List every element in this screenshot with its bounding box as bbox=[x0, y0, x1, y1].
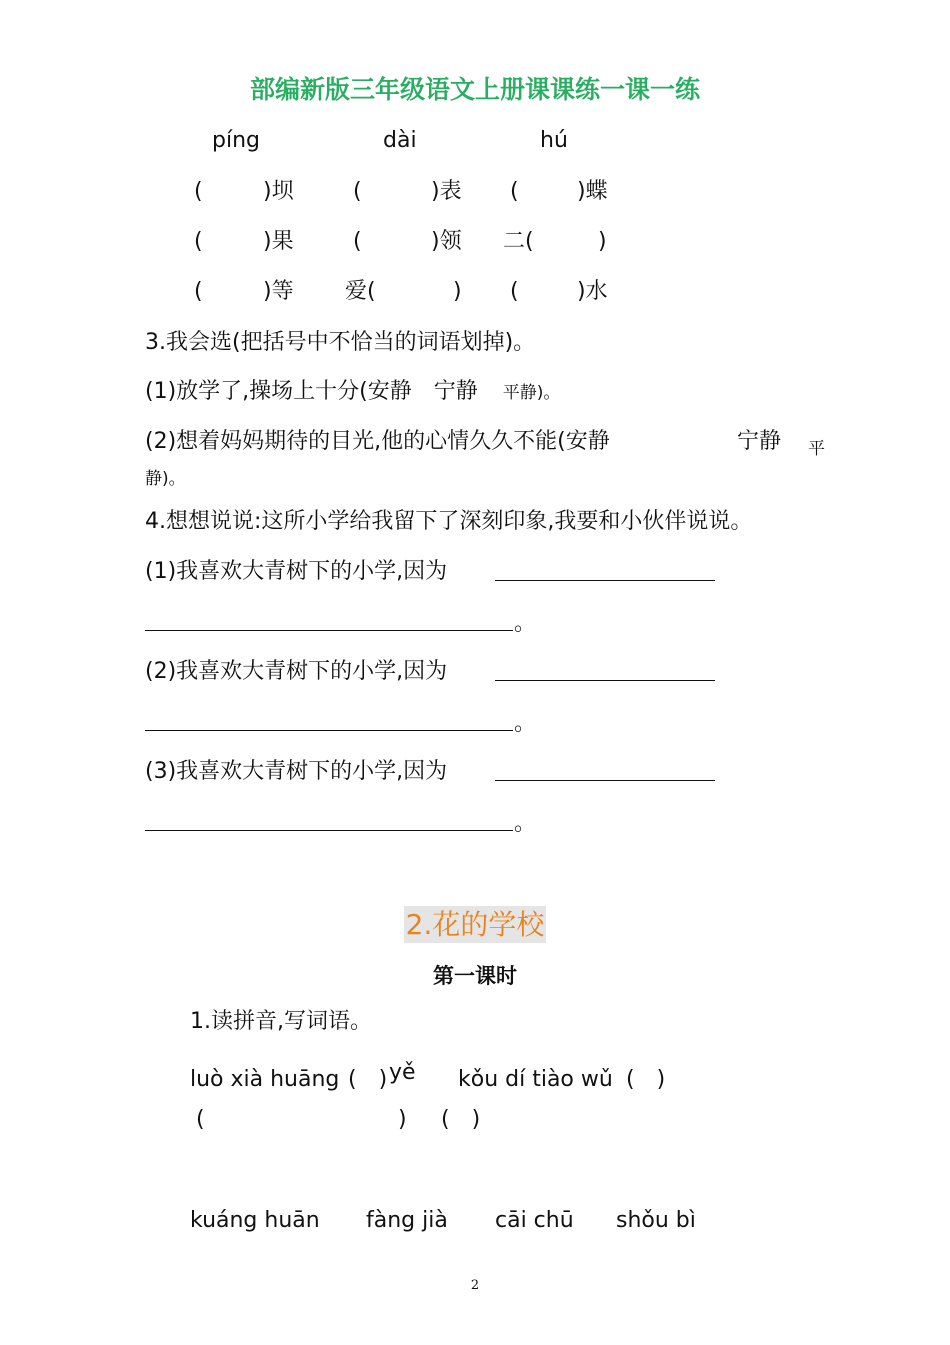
q4-item-2-prefix: (2)我喜欢大青树下的小学,因为 bbox=[145, 659, 448, 684]
pinyin-fang-jia: fàng jià bbox=[366, 1208, 448, 1233]
paren-blank: ( ) bbox=[441, 1107, 481, 1132]
pinyin-luo-xia-huang: luò xià huāng bbox=[190, 1067, 340, 1092]
cell: 二( bbox=[503, 229, 534, 254]
cell: )表 bbox=[431, 179, 462, 204]
cell: )坝 bbox=[263, 179, 294, 204]
cell: ( bbox=[510, 279, 519, 304]
pinyin-2: dài bbox=[383, 128, 417, 153]
cell: 爱( bbox=[345, 279, 376, 304]
paren-close: ) bbox=[398, 1107, 407, 1132]
q3-item-1-end: )。 bbox=[536, 383, 561, 403]
paren-blank: ( ) bbox=[348, 1067, 388, 1092]
q3-item-1-small: 平静 bbox=[502, 383, 537, 403]
cell: )领 bbox=[431, 229, 462, 254]
section-subtitle: 第一课时 bbox=[433, 964, 517, 988]
cell: )蝶 bbox=[577, 179, 608, 204]
answer-line[interactable] bbox=[495, 680, 715, 681]
q3-item-1 bbox=[145, 381, 560, 403]
answer-line[interactable] bbox=[145, 830, 513, 831]
pinyin-cai-chu: cāi chū bbox=[495, 1208, 574, 1233]
pinyin-1: píng bbox=[212, 128, 260, 153]
cell: )水 bbox=[577, 279, 608, 304]
cell: ( bbox=[510, 179, 519, 204]
answer-line[interactable] bbox=[495, 580, 715, 581]
pinyin-kou-di-tiao-wu: kǒu dí tiào wǔ bbox=[458, 1067, 613, 1092]
cell: ( bbox=[194, 229, 203, 254]
cell: ( bbox=[194, 279, 203, 304]
cell: ( bbox=[353, 179, 362, 204]
pinyin-shou-bi: shǒu bì bbox=[616, 1208, 696, 1233]
q4-item-1-prefix: (1)我喜欢大青树下的小学,因为 bbox=[145, 559, 448, 584]
cell: ( bbox=[353, 229, 362, 254]
section-title-text: 2.花的学校 bbox=[405, 908, 545, 941]
q3-item-2: (2)想着妈妈期待的目光,他的心情久久不能(安静 bbox=[145, 429, 610, 454]
q4-title: 4.想想说说:这所小学给我留下了深刻印象,我要和小伙伴说说。 bbox=[145, 509, 753, 534]
pinyin-3: hú bbox=[540, 128, 568, 153]
pinyin-kuang-huan: kuáng huān bbox=[190, 1208, 320, 1233]
cell: )果 bbox=[263, 229, 294, 254]
paren-blank: ( ) bbox=[626, 1067, 666, 1092]
cell: )等 bbox=[263, 279, 294, 304]
q3-item-1-text: (1)放学了,操场上十分(安静 宁静 bbox=[145, 379, 478, 404]
q4-item-1-end: 。 bbox=[514, 611, 537, 636]
q4-item-3-end: 。 bbox=[514, 811, 537, 836]
q1-title: 1.读拼音,写词语。 bbox=[190, 1009, 372, 1034]
answer-line[interactable] bbox=[495, 780, 715, 781]
document-header: 部编新版三年级语文上册课课练一课一练 bbox=[249, 75, 700, 104]
q3-item-2-wrap: 静)。 bbox=[145, 469, 186, 489]
paren-open: ( bbox=[196, 1107, 205, 1132]
section-title bbox=[0, 903, 950, 943]
q3-title: 3.我会选(把括号中不恰当的词语划掉)。 bbox=[145, 330, 536, 355]
q3-item-2-opt2: 宁静 bbox=[737, 429, 782, 454]
cell: ) bbox=[453, 279, 462, 304]
cell: ( bbox=[194, 179, 203, 204]
page-number: 2 bbox=[470, 1278, 480, 1293]
q3-item-2-opt3: 平 bbox=[808, 439, 825, 459]
answer-line[interactable] bbox=[145, 630, 513, 631]
answer-line[interactable] bbox=[145, 730, 513, 731]
pinyin-ye: yě bbox=[389, 1060, 416, 1085]
q4-item-2-end: 。 bbox=[514, 711, 537, 736]
q4-item-3-prefix: (3)我喜欢大青树下的小学,因为 bbox=[145, 759, 448, 784]
cell: ) bbox=[598, 229, 607, 254]
